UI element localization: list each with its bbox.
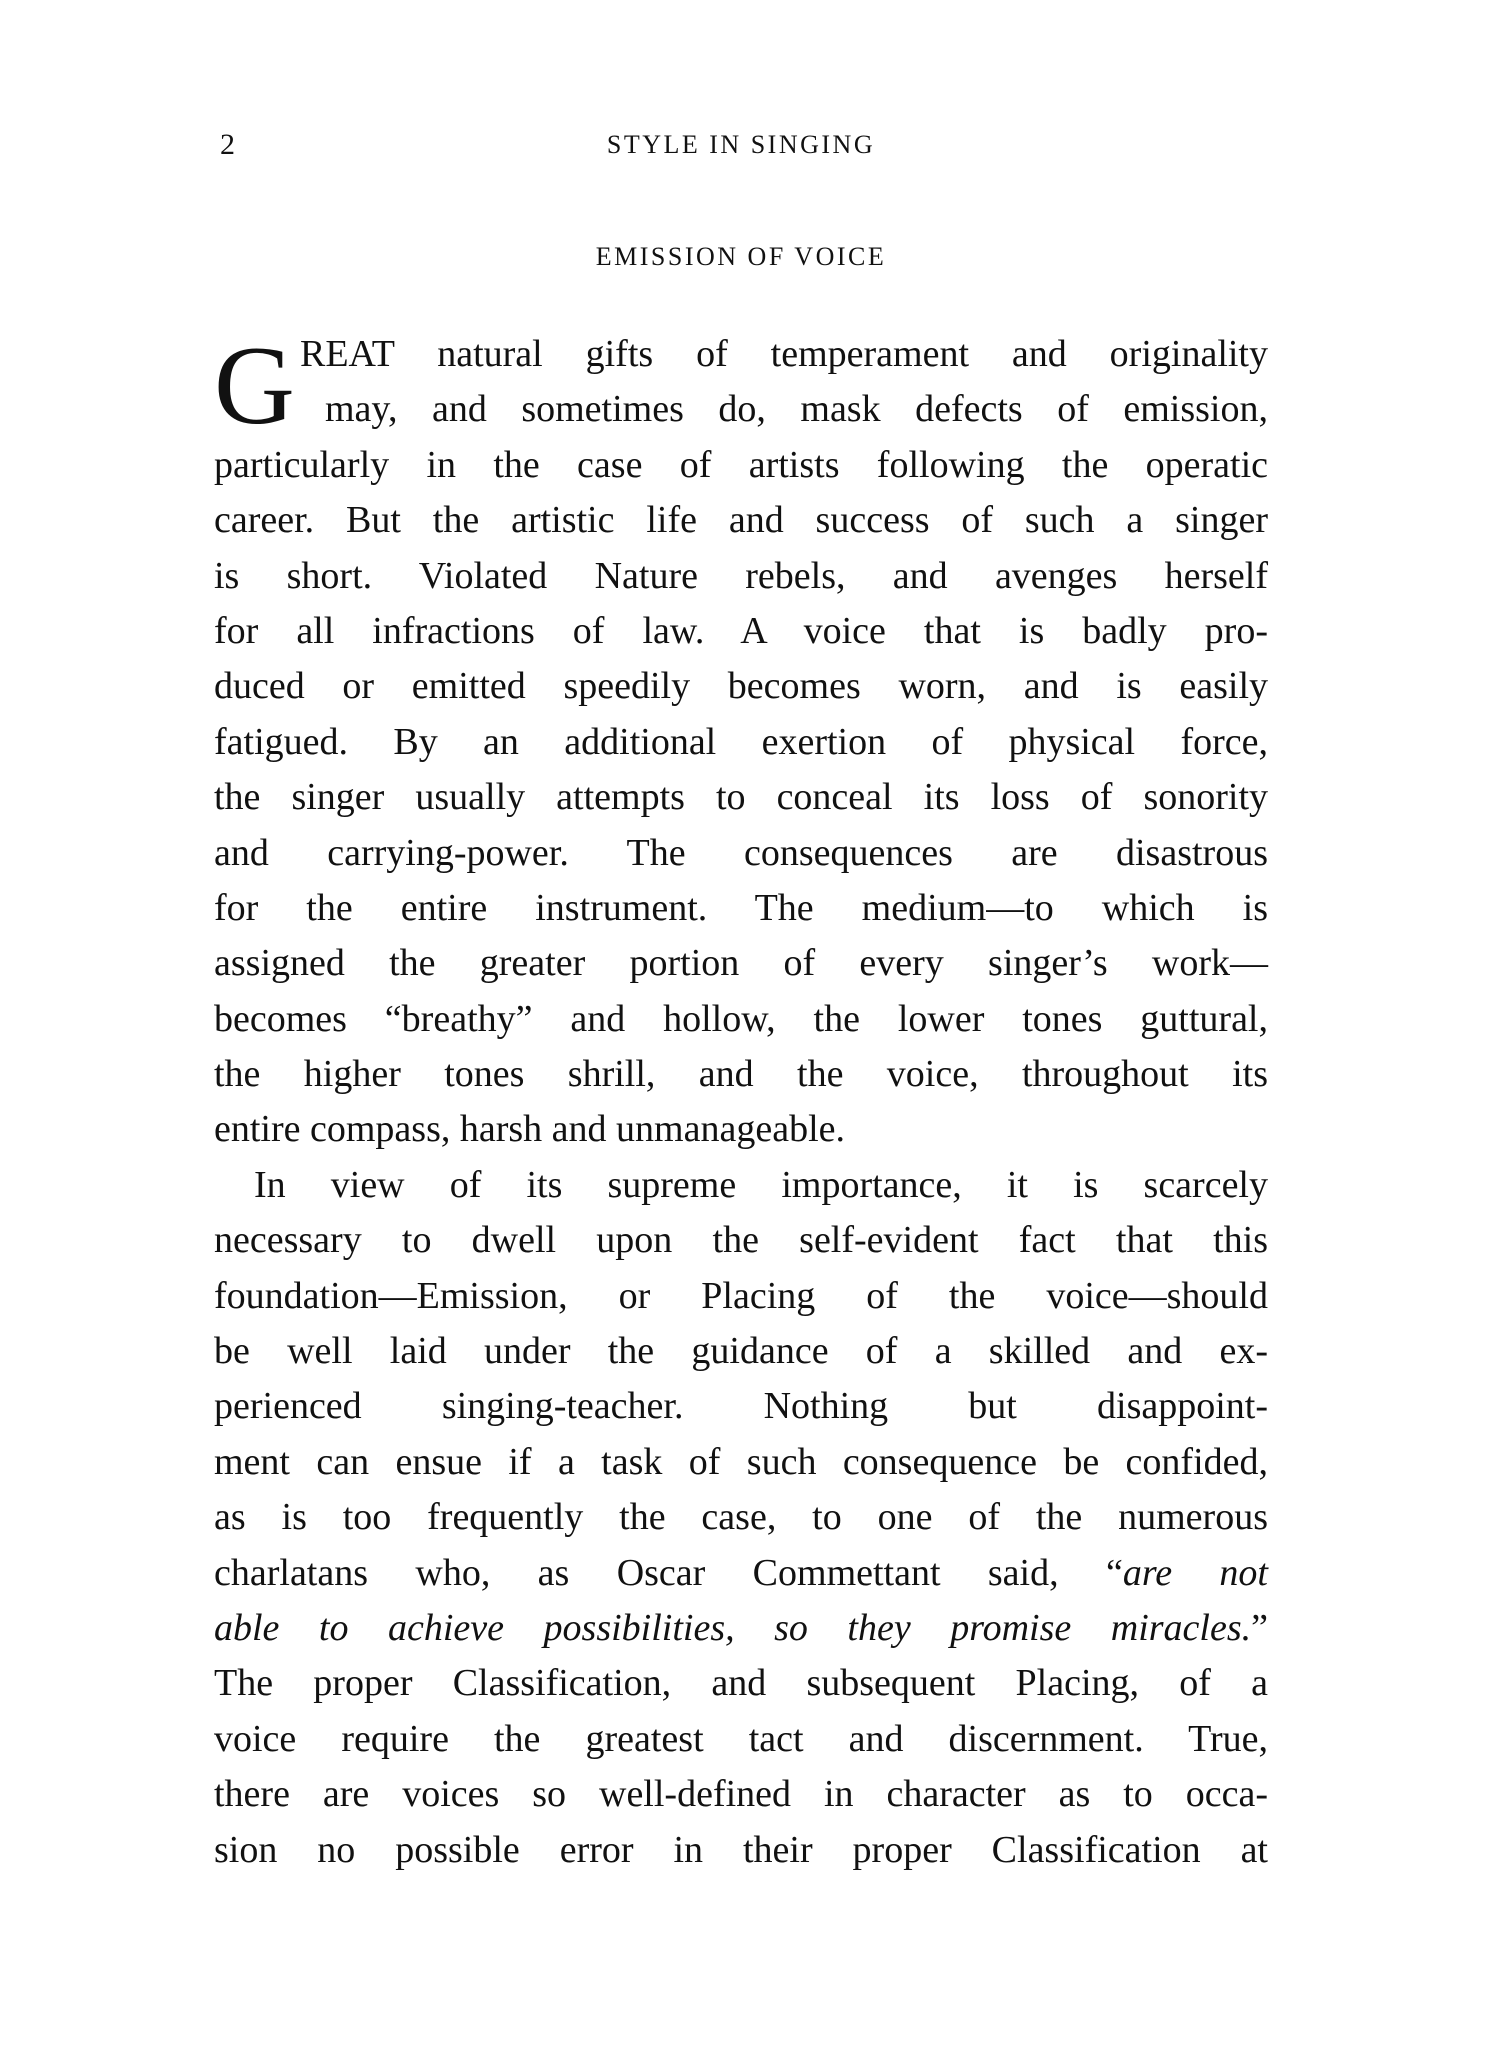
text-line: there are voices so well-defined in character as to occa-: [214, 1773, 1268, 1816]
text-line: assigned the greater portion of every singer’s work—: [214, 942, 1268, 985]
text-line: perienced singing-teacher. Nothing but disappoint-: [214, 1385, 1268, 1428]
text-line: for the entire instrument. The medium—to which is: [214, 886, 1268, 929]
section-title: EMISSION OF VOICE: [595, 242, 887, 271]
text-line: duced or emitted speedily becomes worn, and is easily: [214, 665, 1268, 708]
text-line: career. But the artistic life and success of such a singer: [214, 499, 1268, 542]
text-line: is short. Violated Nature rebels, and avenges herself: [214, 554, 1268, 597]
text-line: as is too frequently the case, to one of the numerous: [214, 1496, 1268, 1539]
text-line: ment can ensue if a task of such consequence be confided,: [214, 1440, 1268, 1483]
text-segment: ”: [1251, 1606, 1268, 1649]
text-line: particularly in the case of artists following the operatic: [214, 443, 1268, 486]
text-line: sion no possible error in their proper Classification at: [214, 1828, 1268, 1871]
text-line: necessary to dwell upon the self-evident fact that this: [214, 1219, 1268, 1262]
text-line: the higher tones shrill, and the voice, throughout its: [214, 1053, 1268, 1096]
text-line: may, and sometimes do, mask defects of emission,: [325, 388, 1268, 431]
text-line: be well laid under the guidance of a skilled and ex-: [214, 1330, 1268, 1373]
text-line: [214, 1601, 1268, 1656]
text-line: voice require the greatest tact and discernment. True,: [214, 1717, 1268, 1760]
text-line: REAT natural gifts of temperament and originality: [300, 333, 1268, 375]
text-line: fatigued. By an additional exertion of physical force,: [214, 720, 1268, 763]
text-line: for all infractions of law. A voice that is badly pro-: [214, 609, 1268, 652]
text-line: the singer usually attempts to conceal its loss of sonority: [214, 776, 1268, 819]
text-line: entire compass, harsh and unmanageable.: [214, 1108, 845, 1151]
text-line: In view of its supreme importance, it is scarcely: [254, 1163, 1268, 1206]
text-line: The proper Classification, and subsequent Placing, of a: [214, 1662, 1268, 1705]
page-number: 2: [220, 128, 235, 161]
text-line: becomes “breathy” and hollow, the lower tones guttural,: [214, 997, 1268, 1040]
text-segment: charlatans who, as Oscar Commettant said, “: [214, 1551, 1123, 1594]
body-text: [214, 324, 1268, 1878]
running-title: STYLE IN SINGING: [606, 130, 876, 159]
drop-cap: G: [214, 324, 295, 448]
text-line: and carrying-power. The consequences are disastrous: [214, 831, 1268, 874]
quote-italic: able to achieve possibilities, so they promise miracles.: [214, 1606, 1252, 1649]
text-line: [214, 1546, 1268, 1601]
text-line: foundation—Emission, or Placing of the voice—should: [214, 1274, 1268, 1317]
quote-italic: are not: [1122, 1551, 1268, 1594]
